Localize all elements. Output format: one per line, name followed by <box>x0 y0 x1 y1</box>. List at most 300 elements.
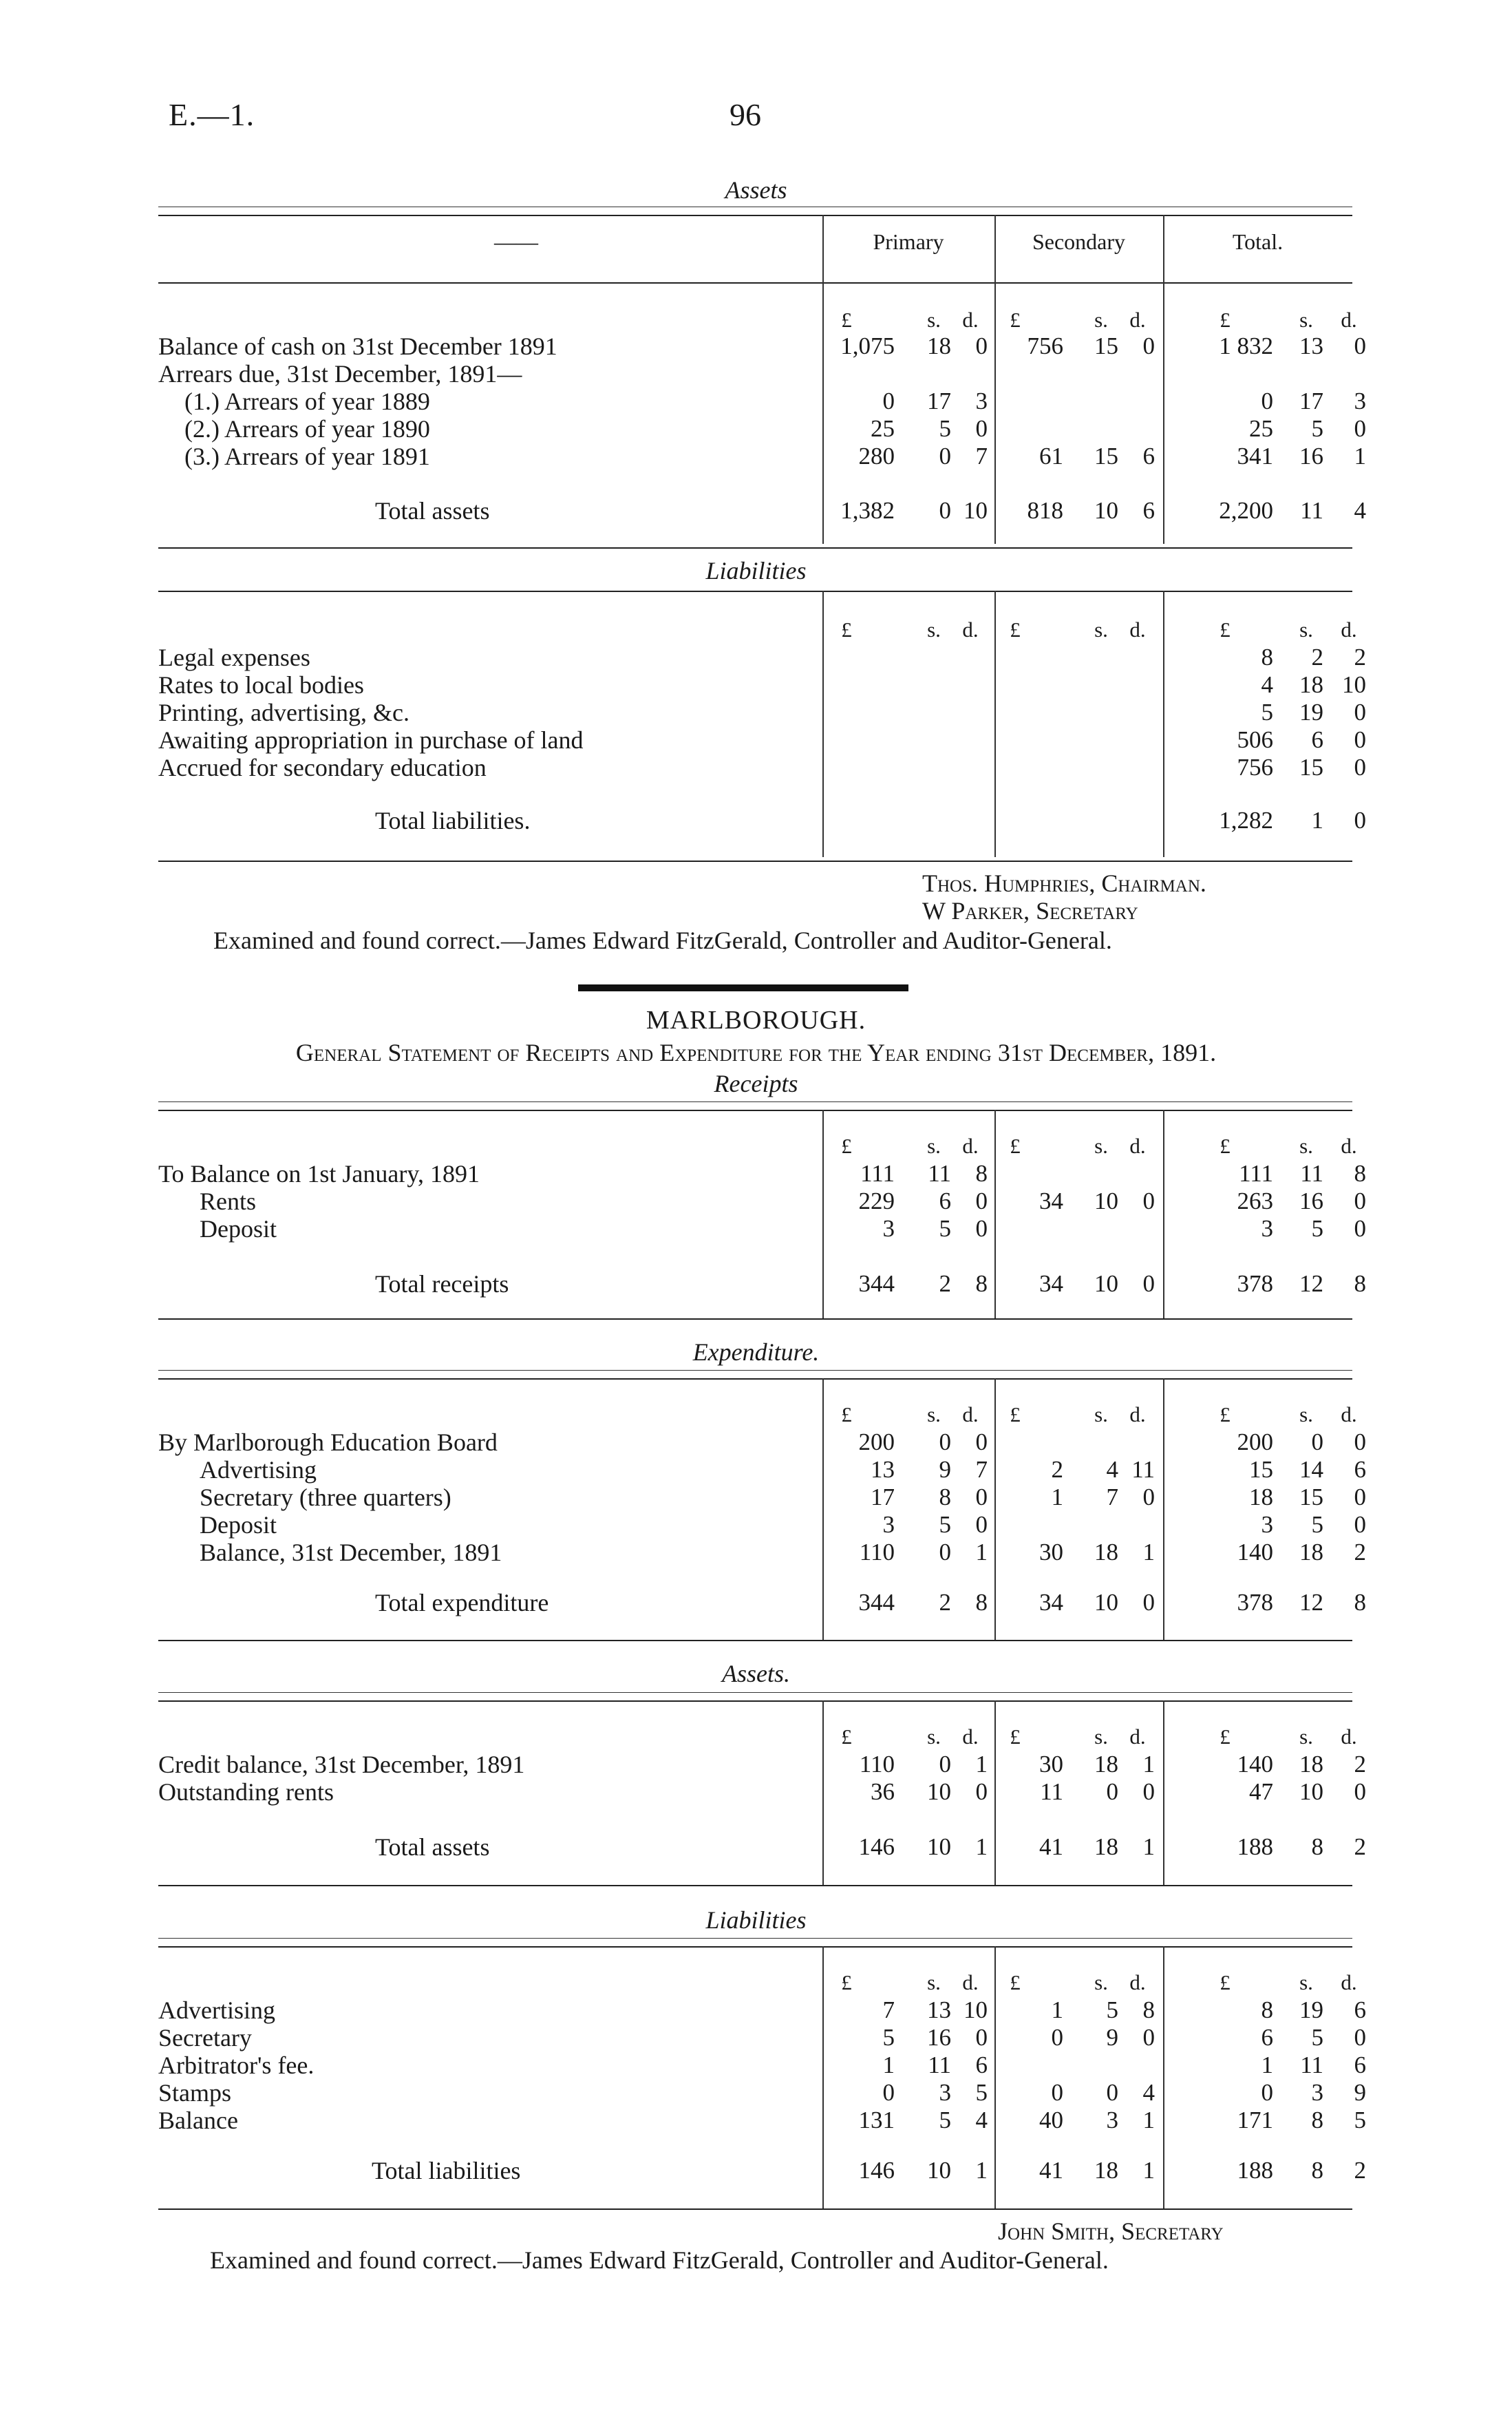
secondary-pence: 1 <box>1142 2107 1155 2133</box>
secondary-unit-pence: d. <box>1129 1725 1146 1749</box>
primary-pence: 1 <box>975 2157 988 2184</box>
row-label: By Marlborough Education Board <box>158 1428 498 1456</box>
total-pence: 8 <box>1354 1160 1366 1187</box>
primary-pounds: 17 <box>871 1484 895 1510</box>
primary-pence: 6 <box>975 2052 988 2078</box>
secondary-pence: 4 <box>1142 2079 1155 2106</box>
total-label: Total assets <box>375 1833 490 1861</box>
total-pounds: 0 <box>1261 2079 1273 2106</box>
section-rule <box>158 1692 1352 1693</box>
primary-pence: 0 <box>975 2024 988 2051</box>
section-bottom-rule <box>158 2208 1352 2210</box>
total-label: Total expenditure <box>375 1589 549 1616</box>
secondary-shillings: 18 <box>1094 1539 1118 1565</box>
primary-pence: 0 <box>975 1511 988 1538</box>
primary-shillings: 5 <box>939 1511 951 1538</box>
total-unit-pence: d. <box>1341 308 1357 332</box>
primary-unit-pounds: £ <box>841 1970 852 1994</box>
total-shillings: 16 <box>1299 1188 1323 1214</box>
primary-pence: 8 <box>975 1270 988 1297</box>
section-rule <box>158 1946 1352 1948</box>
total-shillings: 12 <box>1299 1589 1323 1616</box>
primary-unit-shillings: s. <box>927 618 941 642</box>
total-unit-shillings: s. <box>1299 618 1313 642</box>
secondary-pence: 1 <box>1142 1751 1155 1778</box>
row-label: Deposit <box>200 1215 277 1243</box>
secondary-shillings: 5 <box>1106 1996 1118 2023</box>
total-pounds: 140 <box>1237 1751 1273 1778</box>
total-shillings: 19 <box>1299 699 1323 726</box>
primary-shillings: 2 <box>939 1270 951 1297</box>
secondary-pounds: 30 <box>1039 1751 1063 1778</box>
total-unit-pence: d. <box>1341 1134 1357 1158</box>
primary-unit-shillings: s. <box>927 308 941 332</box>
primary-pounds: 111 <box>860 1160 895 1187</box>
marlborough-liabilities-title: Liabilities <box>705 1906 807 1934</box>
primary-shillings: 5 <box>939 2107 951 2133</box>
total-shillings: 13 <box>1299 333 1323 359</box>
total-pounds: 756 <box>1237 754 1273 781</box>
total-unit-shillings: s. <box>1299 1970 1313 1994</box>
total-pounds: 4 <box>1261 671 1273 698</box>
marlborough-examined-note: Examined and found correct.—James Edward FitzGerald, Controller and Auditor-General. <box>210 2246 1109 2274</box>
asset-row-label: Balance of cash on 31st December 1891 <box>158 333 557 360</box>
primary-shillings: 0 <box>939 1539 951 1565</box>
primary-shillings: 17 <box>927 388 951 414</box>
total-pence: 8 <box>1354 1270 1366 1297</box>
secondary-pence: 1 <box>1142 2157 1155 2184</box>
secondary-unit-shillings: s. <box>1094 308 1108 332</box>
secondary-shillings: 10 <box>1094 497 1118 524</box>
total-pence: 0 <box>1354 1428 1366 1455</box>
secondary-unit-pence: d. <box>1129 618 1146 642</box>
secondary-unit-pounds: £ <box>1010 1402 1021 1426</box>
primary-unit-pence: d. <box>962 1970 979 1994</box>
row-label: Arbitrator's fee. <box>158 2052 315 2079</box>
total-shillings: 8 <box>1311 2107 1323 2133</box>
row-label: Secretary <box>158 2024 252 2052</box>
total-pounds: 47 <box>1249 1778 1273 1805</box>
total-shillings: 1 <box>1311 807 1323 834</box>
primary-shillings: 2 <box>939 1589 951 1616</box>
primary-unit-pounds: £ <box>841 1134 852 1158</box>
total-pounds: 1 <box>1261 2052 1273 2078</box>
primary-shillings: 0 <box>939 1428 951 1455</box>
secondary-shillings: 0 <box>1106 1778 1118 1805</box>
total-unit-shillings: s. <box>1299 1725 1313 1749</box>
total-pounds: 188 <box>1237 1833 1273 1860</box>
total-pence: 2 <box>1354 644 1366 671</box>
secondary-pence: 0 <box>1142 1778 1155 1805</box>
total-pence: 0 <box>1354 415 1366 442</box>
asset-row-label: Arrears due, 31st December, 1891— <box>158 360 522 388</box>
section-rule <box>158 1700 1352 1702</box>
primary-pounds: 110 <box>859 1539 895 1565</box>
primary-pounds: 1 <box>882 2052 895 2078</box>
total-shillings: 11 <box>1300 1160 1323 1187</box>
marlborough-statement: General Statement of Receipts and Expenditure for the Year ending 31st December, 1891. <box>295 1039 1217 1066</box>
primary-pounds: 13 <box>871 1456 895 1483</box>
total-pence: 6 <box>1354 1996 1366 2023</box>
row-label: Advertising <box>200 1456 317 1484</box>
asset-row-label: (1.) Arrears of year 1889 <box>184 388 430 415</box>
total-pence: 0 <box>1354 754 1366 781</box>
secondary-shillings: 15 <box>1094 443 1118 470</box>
primary-pounds: 200 <box>858 1428 895 1455</box>
total-unit-pounds: £ <box>1220 618 1231 642</box>
total-unit-pounds: £ <box>1220 1970 1231 1994</box>
total-shillings: 0 <box>1311 1428 1323 1455</box>
total-pence: 0 <box>1354 1215 1366 1242</box>
total-pence: 4 <box>1354 497 1366 524</box>
total-shillings: 11 <box>1300 497 1323 524</box>
primary-shillings: 5 <box>939 415 951 442</box>
secondary-pounds: 0 <box>1051 2079 1063 2106</box>
total-pence: 8 <box>1354 1589 1366 1616</box>
total-unit-shillings: s. <box>1299 308 1313 332</box>
primary-pounds: 36 <box>871 1778 895 1805</box>
secondary-pounds: 2 <box>1051 1456 1063 1483</box>
total-shillings: 19 <box>1299 1996 1323 2023</box>
section-rule <box>158 1370 1352 1371</box>
total-pounds: 506 <box>1237 726 1273 753</box>
liability-row-label: Awaiting appropriation in purchase of land <box>158 726 584 754</box>
primary-unit-shillings: s. <box>927 1134 941 1158</box>
primary-shillings: 11 <box>928 1160 951 1187</box>
primary-pence: 8 <box>975 1160 988 1187</box>
total-pounds: 378 <box>1237 1589 1273 1616</box>
secondary-unit-shillings: s. <box>1094 1970 1108 1994</box>
secondary-unit-pounds: £ <box>1010 1725 1021 1749</box>
section-bottom-rule <box>158 861 1352 862</box>
liability-row-label: Printing, advertising, &c. <box>158 699 409 726</box>
secondary-unit-pence: d. <box>1129 1970 1146 1994</box>
total-pounds: 25 <box>1249 415 1273 442</box>
primary-unit-pence: d. <box>962 1725 979 1749</box>
primary-pounds: 1,075 <box>840 333 895 359</box>
secondary-unit-pounds: £ <box>1010 1970 1021 1994</box>
secondary-pounds: 34 <box>1039 1270 1063 1297</box>
secondary-unit-pounds: £ <box>1010 618 1021 642</box>
secondary-pence: 6 <box>1142 497 1155 524</box>
marlborough-secretary-signature: John Smith, Secretary <box>998 2217 1224 2245</box>
total-pounds: 2,200 <box>1219 497 1273 524</box>
col-total: Total. <box>1232 229 1284 254</box>
secondary-unit-pence: d. <box>1129 308 1146 332</box>
col-primary: Primary <box>873 229 944 254</box>
secondary-pence: 0 <box>1142 1589 1155 1616</box>
primary-pence: 1 <box>975 1833 988 1860</box>
secondary-pence: 0 <box>1142 2024 1155 2051</box>
total-pounds: 378 <box>1237 1270 1273 1297</box>
secondary-unit-shillings: s. <box>1094 1134 1108 1158</box>
primary-unit-pence: d. <box>962 618 979 642</box>
total-pence: 6 <box>1354 2052 1366 2078</box>
primary-pounds: 7 <box>882 1996 895 2023</box>
secondary-pounds: 41 <box>1039 2157 1063 2184</box>
secondary-shillings: 10 <box>1094 1188 1118 1214</box>
total-pence: 3 <box>1354 388 1366 414</box>
primary-pence: 10 <box>963 497 988 524</box>
total-pounds: 111 <box>1239 1160 1273 1187</box>
total-shillings: 5 <box>1311 1511 1323 1538</box>
asset-row-label: (3.) Arrears of year 1891 <box>184 443 430 470</box>
row-label: Secretary (three quarters) <box>200 1484 451 1511</box>
row-label: Outstanding rents <box>158 1778 334 1806</box>
primary-shillings: 18 <box>927 333 951 359</box>
secondary-pence: 0 <box>1142 333 1155 359</box>
secondary-pounds: 0 <box>1051 2024 1063 2051</box>
secondary-unit-pence: d. <box>1129 1402 1146 1426</box>
primary-pence: 0 <box>975 1215 988 1242</box>
total-pounds: 263 <box>1237 1188 1273 1214</box>
primary-unit-shillings: s. <box>927 1725 941 1749</box>
secondary-pounds: 30 <box>1039 1539 1063 1565</box>
total-pence: 0 <box>1354 1778 1366 1805</box>
total-shillings: 14 <box>1299 1456 1323 1483</box>
row-label: To Balance on 1st January, 1891 <box>158 1160 480 1188</box>
header-rule <box>158 215 1352 216</box>
liability-row-label: Rates to local bodies <box>158 671 364 699</box>
secondary-pounds: 1 <box>1051 1996 1063 2023</box>
primary-shillings: 0 <box>939 1751 951 1778</box>
primary-pence: 0 <box>975 1188 988 1214</box>
column-divider <box>994 591 996 857</box>
primary-shillings: 10 <box>927 2157 951 2184</box>
primary-unit-pounds: £ <box>841 1402 852 1426</box>
total-pence: 0 <box>1354 1484 1366 1510</box>
primary-unit-pence: d. <box>962 1134 979 1158</box>
primary-unit-pounds: £ <box>841 618 852 642</box>
primary-pounds: 110 <box>859 1751 895 1778</box>
primary-shillings: 0 <box>939 443 951 470</box>
marlborough-assets-title: Assets. <box>722 1660 790 1687</box>
primary-unit-pounds: £ <box>841 1725 852 1749</box>
document-reference: E.—1. <box>169 97 255 132</box>
section-bottom-rule <box>158 1640 1352 1641</box>
primary-pence: 0 <box>975 1428 988 1455</box>
primary-pence: 4 <box>975 2107 988 2133</box>
liability-row-label: Accrued for secondary education <box>158 754 487 781</box>
total-shillings: 8 <box>1311 2157 1323 2184</box>
primary-pence: 3 <box>975 388 988 414</box>
total-pounds: 140 <box>1237 1539 1273 1565</box>
section-rule <box>158 1938 1352 1939</box>
row-label: Balance <box>158 2107 238 2134</box>
total-shillings: 3 <box>1311 2079 1323 2106</box>
secondary-shillings: 0 <box>1106 2079 1118 2106</box>
total-pence: 1 <box>1354 443 1366 470</box>
total-unit-pence: d. <box>1341 1970 1357 1994</box>
section-rule <box>158 591 1352 592</box>
total-label: Total receipts <box>375 1270 509 1298</box>
primary-shillings: 5 <box>939 1215 951 1242</box>
secondary-pounds: 818 <box>1027 497 1063 524</box>
total-unit-pounds: £ <box>1220 1134 1231 1158</box>
total-shillings: 5 <box>1311 2024 1323 2051</box>
primary-pence: 7 <box>975 1456 988 1483</box>
secondary-pounds: 40 <box>1039 2107 1063 2133</box>
col-secondary: Secondary <box>1032 229 1126 254</box>
total-pounds: 8 <box>1261 644 1273 671</box>
total-unit-pence: d. <box>1341 618 1357 642</box>
primary-pence: 10 <box>963 1996 988 2023</box>
total-pence: 0 <box>1354 807 1366 834</box>
total-pounds: 188 <box>1237 2157 1273 2184</box>
asset-row-label: (2.) Arrears of year 1890 <box>184 415 430 443</box>
secondary-pounds: 11 <box>1040 1778 1063 1805</box>
secondary-unit-pounds: £ <box>1010 1134 1021 1158</box>
primary-pence: 1 <box>975 1751 988 1778</box>
total-pence: 10 <box>1342 671 1366 698</box>
row-label: Stamps <box>158 2079 232 2107</box>
secondary-pounds: 1 <box>1051 1484 1063 1510</box>
secondary-shillings: 18 <box>1094 1833 1118 1860</box>
total-shillings: 5 <box>1311 415 1323 442</box>
primary-pence: 7 <box>975 443 988 470</box>
primary-pounds: 146 <box>858 1833 895 1860</box>
examined-note: Examined and found correct.—James Edward FitzGerald, Controller and Auditor-General. <box>213 927 1112 954</box>
liabilities-title: Liabilities <box>705 557 807 584</box>
total-pence: 0 <box>1354 1511 1366 1538</box>
col-blank: —— <box>494 229 538 254</box>
secondary-pence: 8 <box>1142 1996 1155 2023</box>
secondary-shillings: 9 <box>1106 2024 1118 2051</box>
total-pence: 6 <box>1354 1456 1366 1483</box>
page-number: 96 <box>730 97 761 132</box>
total-unit-pence: d. <box>1341 1725 1357 1749</box>
total-pounds: 0 <box>1261 388 1273 414</box>
secondary-unit-shillings: s. <box>1094 1402 1108 1426</box>
secondary-unit-pounds: £ <box>1010 308 1021 332</box>
total-unit-pounds: £ <box>1220 308 1231 332</box>
secondary-pounds: 756 <box>1027 333 1063 359</box>
total-pounds: 1,282 <box>1219 807 1273 834</box>
primary-pounds: 344 <box>858 1589 895 1616</box>
primary-pounds: 229 <box>858 1188 895 1214</box>
secondary-shillings: 10 <box>1094 1270 1118 1297</box>
secondary-unit-shillings: s. <box>1094 618 1108 642</box>
secondary-pence: 0 <box>1142 1270 1155 1297</box>
secondary-unit-shillings: s. <box>1094 1725 1108 1749</box>
primary-pence: 0 <box>975 1778 988 1805</box>
secondary-unit-pence: d. <box>1129 1134 1146 1158</box>
secondary-pounds: 34 <box>1039 1188 1063 1214</box>
total-shillings: 16 <box>1299 443 1323 470</box>
secondary-shillings: 18 <box>1094 2157 1118 2184</box>
primary-pounds: 3 <box>882 1215 895 1242</box>
column-divider <box>822 591 824 857</box>
total-pence: 2 <box>1354 1833 1366 1860</box>
section-bottom-rule <box>158 1318 1352 1320</box>
secondary-pence: 0 <box>1142 1188 1155 1214</box>
chairman-signature: Thos. Humphries, Chairman. <box>922 869 1206 897</box>
marlborough-expenditure-title: Expenditure. <box>692 1338 820 1366</box>
section-bottom-rule <box>158 1885 1352 1886</box>
total-shillings: 15 <box>1299 754 1323 781</box>
total-pence: 0 <box>1354 1188 1366 1214</box>
section-rule <box>158 547 1352 549</box>
total-pounds: 171 <box>1237 2107 1273 2133</box>
primary-pounds: 1,382 <box>840 497 895 524</box>
primary-pounds: 146 <box>858 2157 895 2184</box>
primary-pounds: 344 <box>858 1270 895 1297</box>
primary-pounds: 0 <box>882 388 895 414</box>
total-shillings: 5 <box>1311 1215 1323 1242</box>
total-pence: 0 <box>1354 726 1366 753</box>
row-label: Deposit <box>200 1511 277 1539</box>
primary-pence: 1 <box>975 1539 988 1565</box>
total-shillings: 8 <box>1311 1833 1323 1860</box>
total-unit-pounds: £ <box>1220 1725 1231 1749</box>
primary-pence: 8 <box>975 1589 988 1616</box>
total-liabilities-label: Total liabilities. <box>375 807 531 834</box>
primary-pounds: 0 <box>882 2079 895 2106</box>
primary-shillings: 9 <box>939 1456 951 1483</box>
total-pence: 2 <box>1354 1539 1366 1565</box>
total-pounds: 1 832 <box>1219 333 1273 359</box>
total-pounds: 341 <box>1237 443 1273 470</box>
primary-unit-pounds: £ <box>841 308 852 332</box>
total-pence: 2 <box>1354 1751 1366 1778</box>
section-rule <box>158 1110 1352 1111</box>
secondary-pounds: 34 <box>1039 1589 1063 1616</box>
secondary-pence: 6 <box>1142 443 1155 470</box>
total-unit-pence: d. <box>1341 1402 1357 1426</box>
secondary-pence: 11 <box>1131 1456 1155 1483</box>
total-unit-shillings: s. <box>1299 1134 1313 1158</box>
total-unit-shillings: s. <box>1299 1402 1313 1426</box>
liability-row-label: Legal expenses <box>158 644 310 671</box>
total-shillings: 2 <box>1311 644 1323 671</box>
row-label: Advertising <box>158 1996 275 2024</box>
secondary-pounds: 61 <box>1039 443 1063 470</box>
primary-pounds: 280 <box>858 443 895 470</box>
secondary-pounds: 41 <box>1039 1833 1063 1860</box>
total-unit-pounds: £ <box>1220 1402 1231 1426</box>
primary-pounds: 131 <box>858 2107 895 2133</box>
total-pence: 2 <box>1354 2157 1366 2184</box>
total-pounds: 18 <box>1249 1484 1273 1510</box>
primary-pence: 5 <box>975 2079 988 2106</box>
primary-shillings: 13 <box>927 1996 951 2023</box>
row-label: Rents <box>200 1188 257 1215</box>
primary-unit-shillings: s. <box>927 1402 941 1426</box>
primary-shillings: 16 <box>927 2024 951 2051</box>
total-pence: 0 <box>1354 2024 1366 2051</box>
primary-unit-pence: d. <box>962 308 979 332</box>
primary-shillings: 3 <box>939 2079 951 2106</box>
total-label: Total liabilities <box>372 2157 521 2184</box>
total-pounds: 5 <box>1261 699 1273 726</box>
primary-pence: 0 <box>975 333 988 359</box>
total-pence: 0 <box>1354 699 1366 726</box>
secondary-pence: 1 <box>1142 1539 1155 1565</box>
secondary-shillings: 3 <box>1106 2107 1118 2133</box>
secondary-shillings: 7 <box>1106 1484 1118 1510</box>
total-shillings: 10 <box>1299 1778 1323 1805</box>
secondary-pence: 1 <box>1142 1833 1155 1860</box>
secondary-shillings: 4 <box>1106 1456 1118 1483</box>
total-pounds: 8 <box>1261 1996 1273 2023</box>
total-assets-label: Total assets <box>375 497 490 525</box>
total-pence: 9 <box>1354 2079 1366 2106</box>
total-shillings: 18 <box>1299 671 1323 698</box>
section-rule <box>158 1101 1352 1102</box>
total-pounds: 15 <box>1249 1456 1273 1483</box>
secondary-shillings: 18 <box>1094 1751 1118 1778</box>
total-shillings: 11 <box>1300 2052 1323 2078</box>
